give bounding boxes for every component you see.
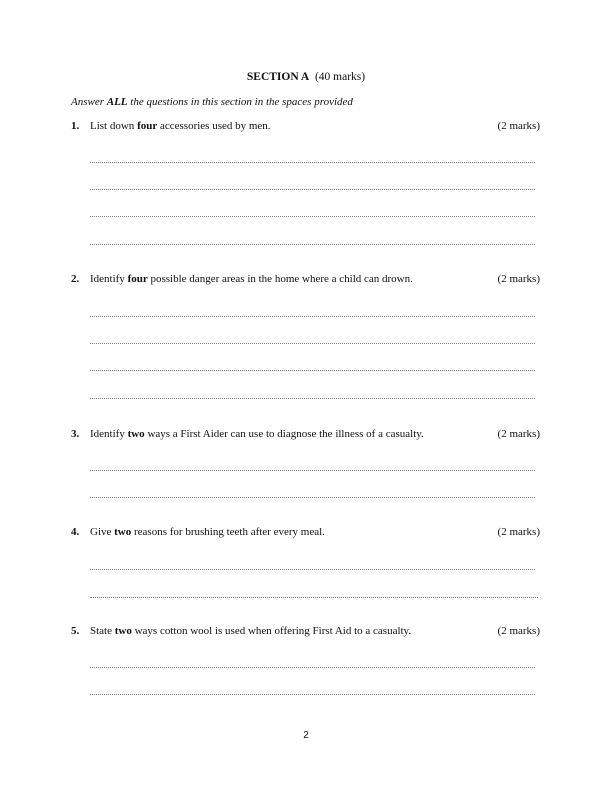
question-3-answer-line-1[interactable] — [90, 470, 535, 471]
question-3 — [71, 427, 540, 441]
section-total-marks: (40 marks) — [314, 71, 366, 83]
question-4-text — [71, 525, 325, 539]
page-number: 2 — [303, 730, 309, 741]
question-keyword: four — [137, 120, 158, 132]
section-title-label: SECTION A — [246, 71, 310, 83]
question-5-marks: (2 marks) — [497, 625, 540, 637]
question-5-answer-line-1[interactable] — [90, 667, 535, 668]
question-text-end: accessories used by men. — [157, 120, 271, 132]
question-3-marks: (2 marks) — [497, 428, 540, 440]
instructions-text-start: Answer — [71, 96, 107, 108]
instructions-text-end: the questions in this section in the spaces provided — [127, 96, 353, 108]
question-keyword: two — [127, 428, 145, 440]
question-number: 4. — [71, 526, 80, 538]
question-text-end: reasons for brushing teeth after every meal. — [131, 526, 325, 538]
question-1-text — [71, 119, 271, 133]
question-text-start: List down — [90, 120, 138, 132]
question-3-answer-line-2[interactable] — [90, 497, 535, 498]
question-4 — [71, 525, 540, 539]
question-text-start: Identify — [90, 273, 128, 285]
question-2 — [71, 272, 540, 286]
question-2-answer-line-3[interactable] — [90, 370, 535, 371]
question-4-answer-line-1[interactable] — [90, 569, 535, 570]
question-3-text — [71, 427, 424, 441]
question-2-answer-line-4[interactable] — [90, 398, 535, 399]
question-keyword: two — [114, 526, 132, 538]
question-keyword: two — [114, 625, 132, 637]
question-2-answer-line-1[interactable] — [90, 316, 535, 317]
question-number: 1. — [71, 120, 80, 132]
question-5-text — [71, 624, 411, 638]
question-1-answer-line-2[interactable] — [90, 189, 535, 190]
question-text-end: ways cotton wool is used when offering First Aid to a casualty. — [131, 625, 412, 637]
question-text-start: State — [90, 625, 115, 637]
question-1-answer-line-3[interactable] — [90, 216, 535, 217]
question-5 — [71, 624, 540, 638]
question-5-answer-line-2[interactable] — [90, 694, 535, 695]
question-number: 2. — [71, 273, 80, 285]
question-1-answer-line-1[interactable] — [90, 162, 535, 163]
question-text-end: ways a First Aider can use to diagnose the illness of a casualty. — [144, 428, 424, 440]
question-number: 5. — [71, 625, 80, 637]
section-instructions — [71, 95, 353, 109]
instructions-emphasis: ALL — [106, 96, 128, 108]
question-number: 3. — [71, 428, 80, 440]
question-text-start: Give — [90, 526, 115, 538]
question-1-answer-line-4[interactable] — [90, 244, 535, 245]
question-4-marks: (2 marks) — [497, 526, 540, 538]
question-text-end: possible danger areas in the home where a child can drown. — [147, 273, 413, 285]
question-2-answer-line-2[interactable] — [90, 343, 535, 344]
question-1-marks: (2 marks) — [497, 120, 540, 132]
question-4-answer-line-2[interactable] — [90, 597, 538, 598]
question-keyword: four — [127, 273, 148, 285]
question-text-start: Identify — [90, 428, 128, 440]
question-2-text — [71, 272, 413, 286]
section-title — [0, 70, 612, 84]
question-1 — [71, 119, 540, 133]
question-2-marks: (2 marks) — [497, 273, 540, 285]
